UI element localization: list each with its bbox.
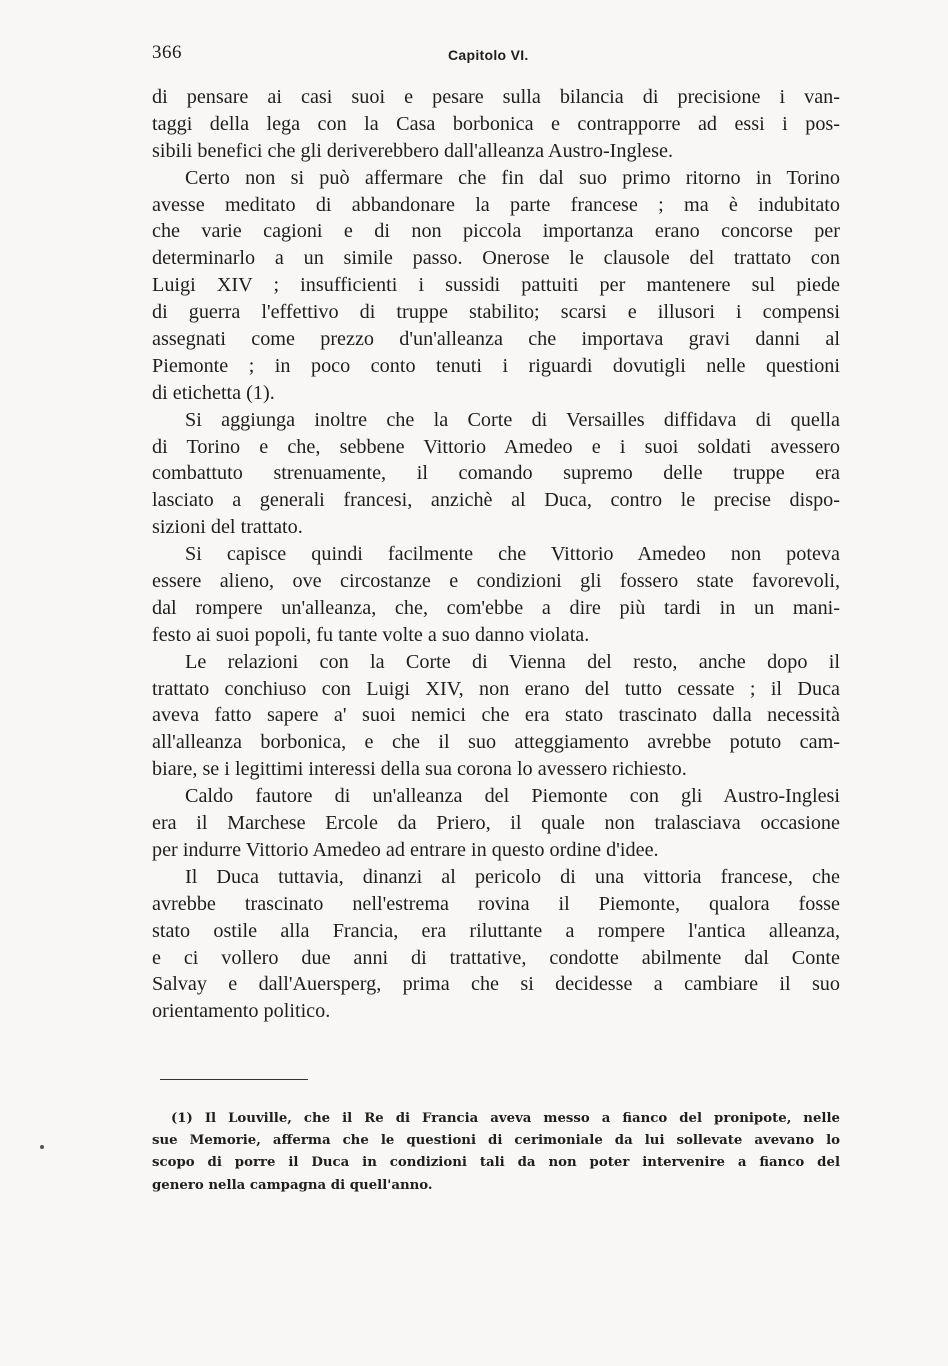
main-text	[152, 84, 840, 1025]
text-line: di etichetta (1).	[152, 381, 275, 404]
paragraph-first-line: Si aggiunga inoltre che la Corte di Versailles diffidava di quella	[185, 408, 840, 431]
text-line: essere alieno, ove circostanze e condizioni gli fossero state favorevoli,	[152, 570, 840, 593]
text-line: trattato conchiuso con Luigi XIV, non erano del tutto cessate ; il Duca	[152, 677, 840, 700]
text-line: sibili benefici che gli deriverebbero dall'alleanza Austro-Inglese.	[152, 139, 674, 162]
footnote-line: sue Memorie, afferma che le questioni di cerimoniale da lui sollevate avevano lo	[152, 1133, 840, 1149]
footnotes	[152, 1108, 840, 1197]
footnote-line: scopo di porre il Duca in condizioni tali da non poter intervenire a fianco del	[152, 1155, 840, 1171]
text-line: orientamento politico.	[152, 1000, 331, 1023]
text-line: Luigi XIV ; insufficienti i sussidi pattuiti per mantenere sul piede	[152, 274, 840, 297]
text-line: era il Marchese Ercole da Priero, il quale non tralasciava occasione	[152, 812, 840, 835]
text-line: di pensare ai casi suoi e pesare sulla bilancia di precisione i van-	[152, 86, 840, 108]
text-line: stato ostile alla Francia, era riluttante a rompere l'antica alleanza,	[152, 919, 840, 942]
text-line: avrebbe trascinato nell'estrema rovina il Piemonte, qualora fosse	[152, 892, 840, 915]
text-line: aveva fatto sapere a' suoi nemici che era stato trascinato dalla necessità	[152, 704, 840, 727]
text-line: combattuto strenuamente, il comando supremo delle truppe era	[152, 462, 840, 485]
page-number: 366	[152, 42, 182, 63]
text-line: Salvay e dall'Auersperg, prima che si decidesse a cambiare il suo	[152, 973, 840, 996]
text-line: assegnati come prezzo d'un'alleanza che importava gravi danni al	[152, 328, 840, 351]
page-header	[152, 42, 842, 72]
scan-speck	[40, 1145, 44, 1149]
text-line: dal rompere un'alleanza, che, com'ebbe a dire più tardi in un mani-	[152, 596, 840, 619]
text-line: taggi della lega con la Casa borbonica e contrapporre ad essi i pos-	[152, 112, 840, 135]
text-line: biare, se i legittimi interessi della sua corona lo avessero richiesto.	[152, 758, 687, 781]
paragraph-first-line: Caldo fautore di un'alleanza del Piemonte con gli Austro-Inglesi	[185, 785, 840, 808]
text-line: festo ai suoi popoli, fu tante volte a suo danno violata.	[152, 623, 590, 646]
text-line: e ci vollero due anni di trattative, condotte abilmente dal Conte	[152, 946, 840, 969]
paragraph-first-line: Le relazioni con la Corte di Vienna del resto, anche dopo il	[185, 650, 840, 673]
footnote-line: genero nella campagna di quell'anno.	[152, 1177, 433, 1193]
footnote-separator	[160, 1079, 308, 1080]
text-line: per indurre Vittorio Amedeo ad entrare in questo ordine d'idee.	[152, 838, 659, 861]
text-line: di Torino e che, sebbene Vittorio Amedeo e i suoi soldati avessero	[152, 435, 840, 458]
text-line: avesse meditato di abbandonare la parte francese ; ma è indubitato	[152, 193, 840, 216]
text-line: determinarlo a un simile passo. Onerose le clausole del trattato con	[152, 247, 840, 270]
footnote-line: (1) Il Louville, che il Re di Francia aveva messo a fianco del pronipote, nelle	[171, 1111, 840, 1126]
text-line: che varie cagioni e di non piccola importanza erano concorse per	[152, 220, 840, 243]
paragraph-first-line: Il Duca tuttavia, dinanzi al pericolo di una vittoria francese, che	[185, 865, 840, 888]
text-line: all'alleanza borbonica, e che il suo atteggiamento avrebbe potuto cam-	[152, 731, 840, 754]
running-title: Capitolo VI.	[448, 47, 529, 63]
text-line: Piemonte ; in poco conto tenuti i riguardi dovutigli nelle questioni	[152, 354, 840, 377]
text-line: sizioni del trattato.	[152, 516, 303, 539]
text-line: lasciato a generali francesi, anzichè al Duca, contro le precise dispo-	[152, 489, 840, 512]
paragraph-first-line: Si capisce quindi facilmente che Vittorio Amedeo non poteva	[185, 543, 840, 566]
text-line: di guerra l'effettivo di truppe stabilito; scarsi e illusori i compensi	[152, 301, 840, 324]
paragraph-first-line: Certo non si può affermare che fin dal suo primo ritorno in Torino	[185, 166, 840, 189]
